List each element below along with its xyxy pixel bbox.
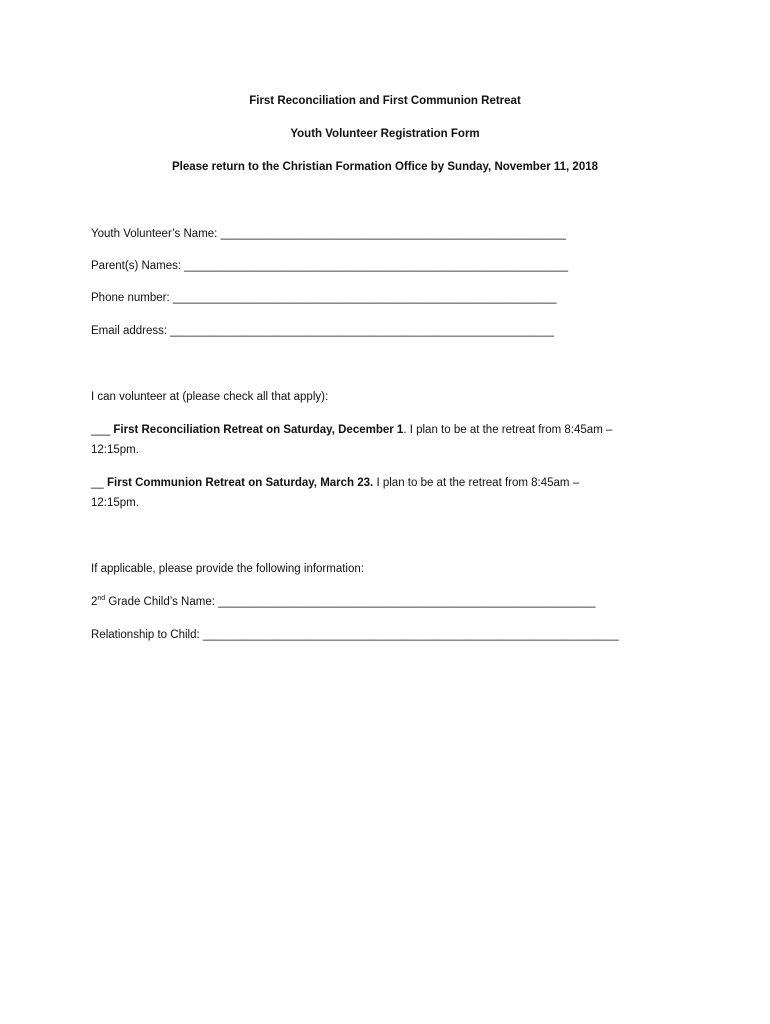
- relationship-field[interactable]: Relationship to Child: _________________________________________________________________: [91, 629, 619, 641]
- form-title: First Reconciliation and First Communion Retreat: [249, 95, 521, 107]
- child-name-label: Grade Child’s Name: ___________________________________________________________: [105, 596, 596, 608]
- form-subtitle: Youth Volunteer Registration Form: [290, 128, 480, 140]
- option-reconciliation-event: First Reconciliation Retreat on Saturday, December 1: [113, 424, 404, 436]
- parents-names-field[interactable]: Parent(s) Names: ____________________________________________________________: [91, 260, 569, 272]
- return-instructions: Please return to the Christian Formation Office by Sunday, November 11, 2018: [171, 161, 599, 173]
- phone-number-field[interactable]: Phone number: ____________________________________________________________: [91, 292, 557, 304]
- option-communion[interactable]: [91, 477, 579, 489]
- option-communion-detail: I plan to be at the retreat from 8:45am –: [373, 477, 580, 489]
- child-name-field[interactable]: [91, 596, 595, 608]
- grade-superscript: nd: [97, 595, 106, 603]
- option-reconciliation-cont: 12:15pm.: [91, 444, 139, 456]
- option-reconciliation[interactable]: [91, 424, 612, 436]
- grade-number: 2: [91, 596, 98, 608]
- youth-name-field[interactable]: Youth Volunteer’s Name: ______________________________________________________: [91, 228, 566, 240]
- email-address-field[interactable]: Email address: ____________________________________________________________: [91, 325, 554, 337]
- option-communion-blank[interactable]: __: [91, 477, 104, 489]
- option-communion-event: First Communion Retreat on Saturday, March 23.: [107, 477, 374, 489]
- option-reconciliation-detail: . I plan to be at the retreat from 8:45am –: [403, 424, 613, 436]
- volunteer-prompt: I can volunteer at (please check all that apply):: [91, 391, 329, 403]
- child-info-prompt: If applicable, please provide the following information:: [91, 563, 364, 575]
- option-communion-cont: 12:15pm.: [91, 497, 139, 509]
- option-reconciliation-blank[interactable]: ___: [91, 424, 111, 436]
